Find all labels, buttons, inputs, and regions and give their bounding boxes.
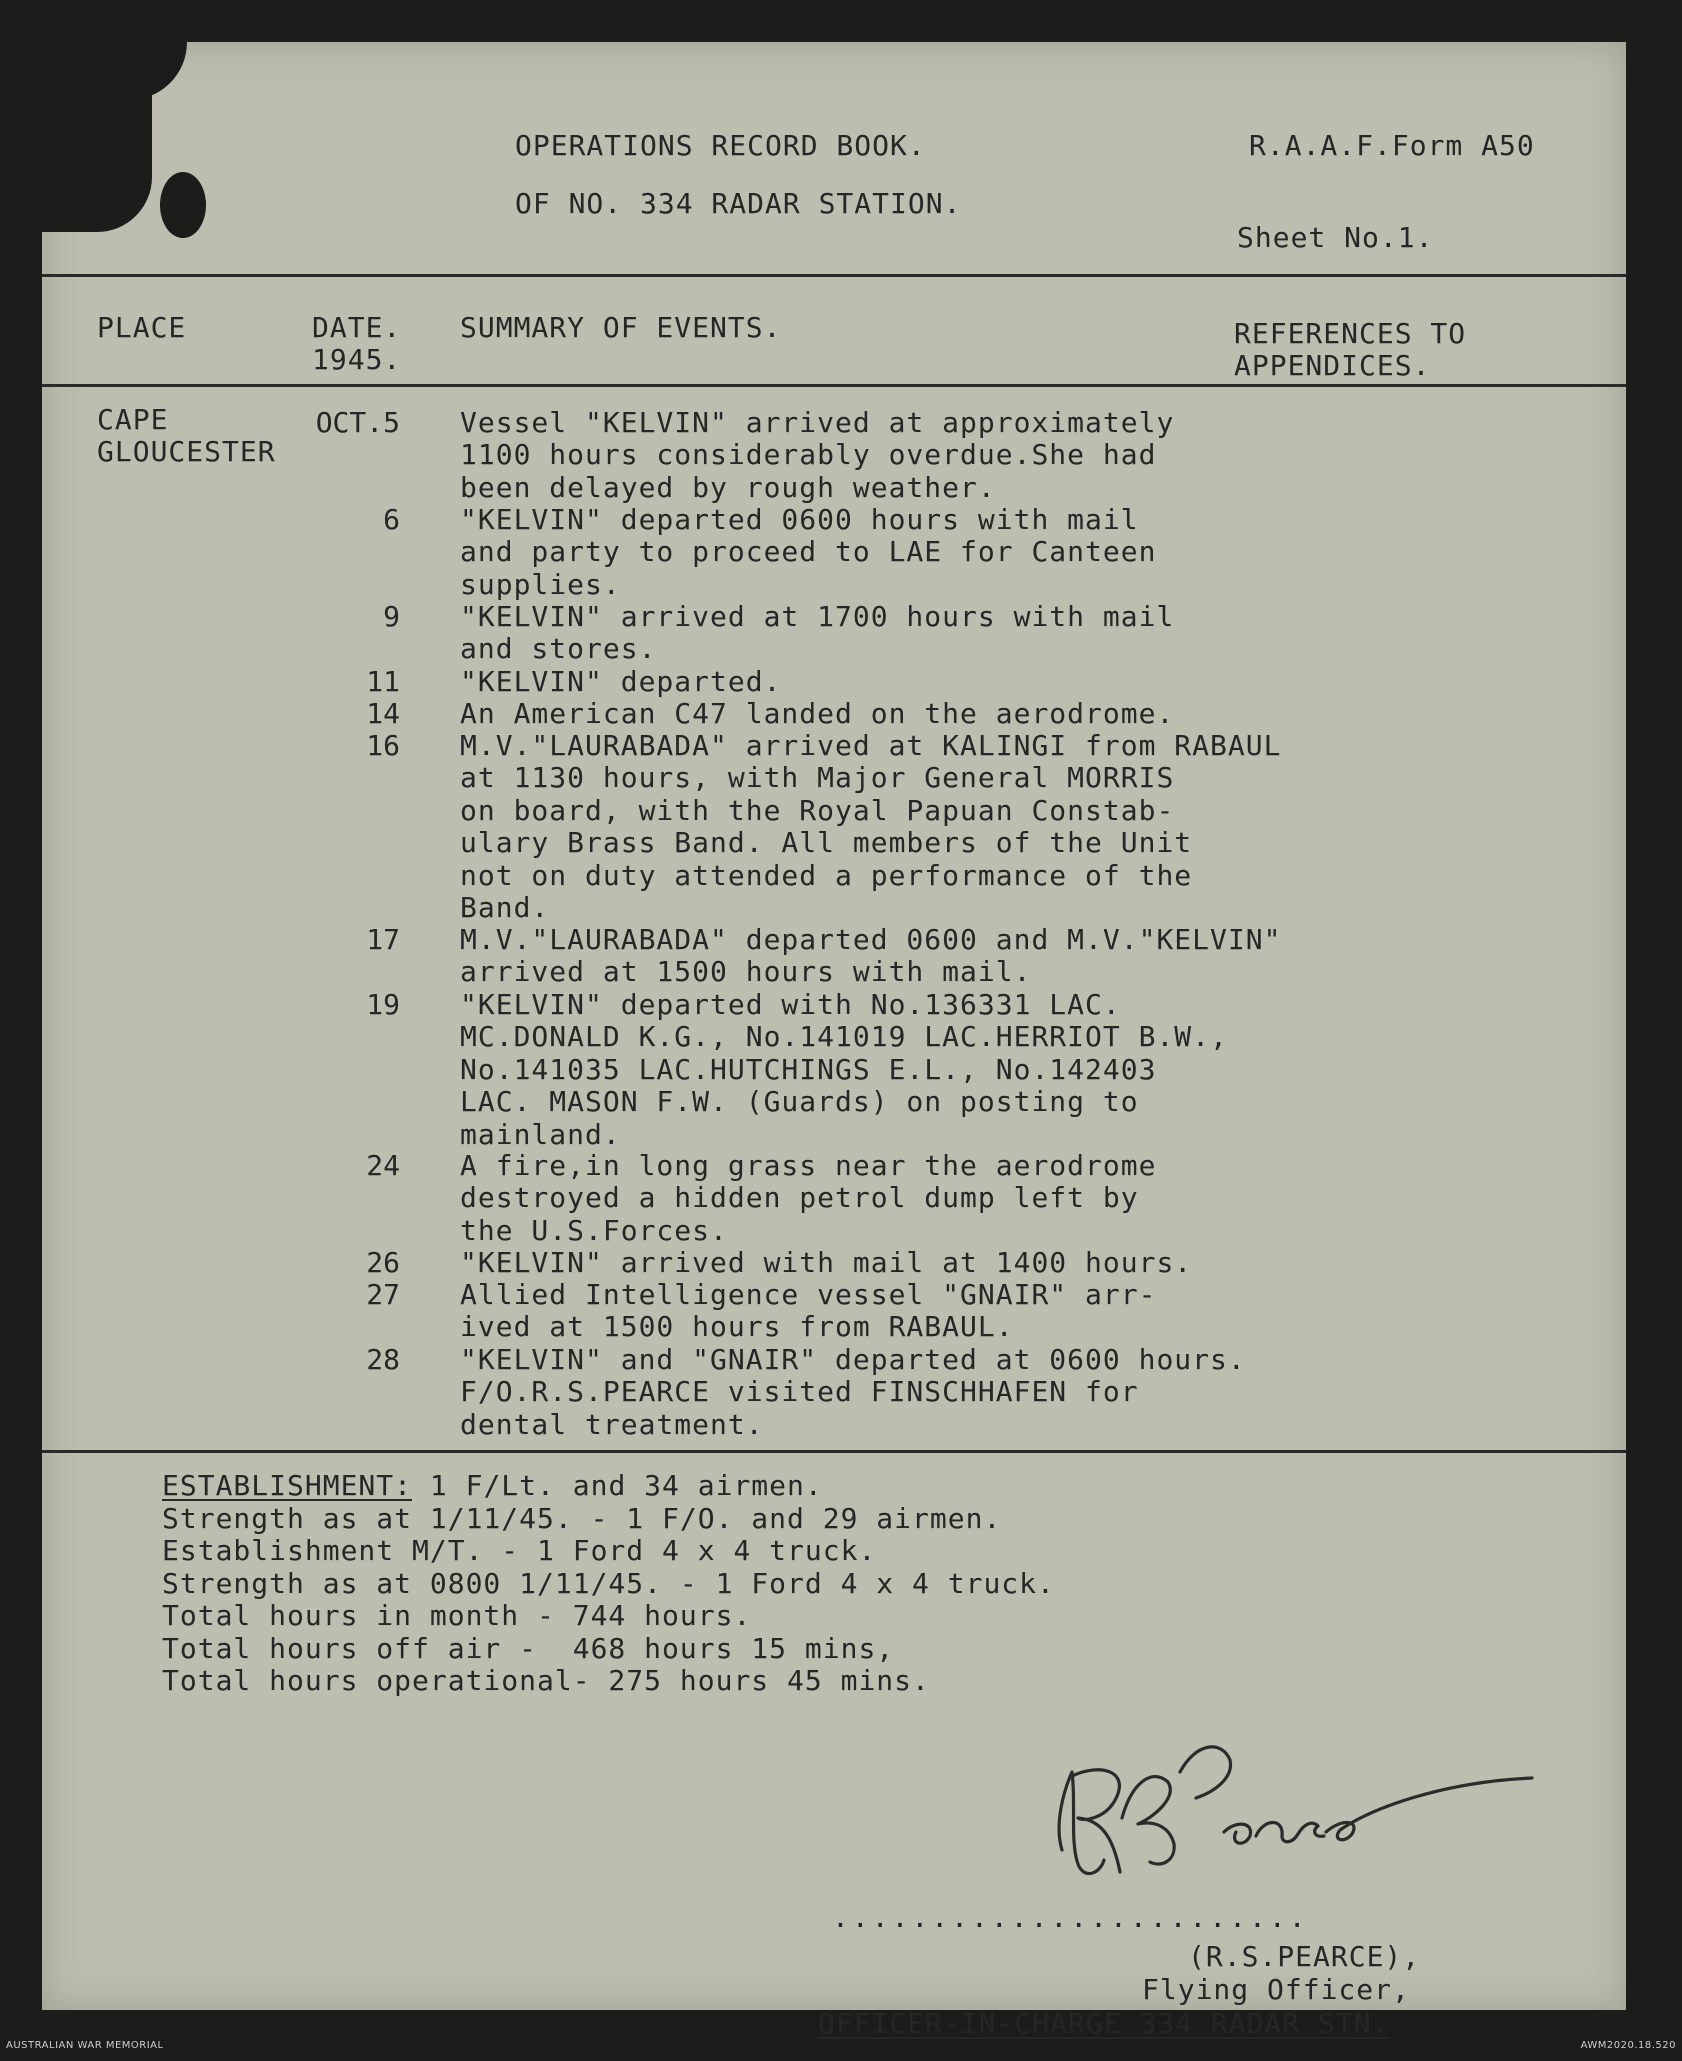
column-year: 1945.: [312, 343, 402, 376]
signatory-rank: Flying Officer,: [1142, 1973, 1410, 2006]
summary-line: Establishment M/T. - 1 Ford 4 x 4 truck.: [162, 1534, 877, 1567]
document-page: [42, 42, 1626, 2040]
footer-reference: AWM2020.18.520: [1580, 2040, 1676, 2051]
entry-date: 16: [366, 729, 400, 762]
footer-institution: AUSTRALIAN WAR MEMORIAL: [6, 2040, 164, 2051]
place-line: CAPE: [97, 403, 169, 436]
sheet-number: Sheet No.1.: [1237, 221, 1434, 254]
entry-text: "KELVIN" and "GNAIR" departed at 0600 hours. F/O.R.S.PEARCE visited FINSCHHAFEN for dental treatment.: [460, 1343, 1246, 1441]
signatory-title: OFFICER-IN-CHARGE 334 RADAR STN.: [818, 2007, 1390, 2040]
page-subtitle: OF NO. 334 RADAR STATION.: [515, 187, 962, 220]
entry-text: M.V."LAURABADA" arrived at KALINGI from RABAUL at 1130 hours, with Major General MORRIS on board, with the Royal Papuan Constab- ulary Brass Band. All members of the Unit not on duty attended a performance of the Band.: [460, 729, 1282, 925]
entry-date: 17: [366, 923, 400, 956]
page-title: OPERATIONS RECORD BOOK.: [515, 129, 926, 162]
summary-rule: [42, 1450, 1626, 1453]
summary-line: Total hours operational- 275 hours 45 mins.: [162, 1664, 930, 1697]
column-references: REFERENCES TO: [1234, 317, 1467, 350]
entry-date: 24: [366, 1149, 400, 1182]
entry-text: "KELVIN" departed.: [460, 665, 782, 698]
entry-date: 28: [366, 1343, 400, 1376]
entry-text: A fire,in long grass near the aerodrome destroyed a hidden petrol dump left by the U.S.Forces.: [460, 1149, 1157, 1247]
summary-line: Total hours in month - 744 hours.: [162, 1599, 752, 1632]
signatory-name: (R.S.PEARCE),: [1188, 1940, 1421, 1973]
header-rule: [42, 274, 1626, 277]
entry-date: 27: [366, 1278, 400, 1311]
entry-text: Allied Intelligence vessel "GNAIR" arr- ived at 1500 hours from RABAUL.: [460, 1278, 1157, 1344]
torn-corner: [42, 42, 187, 100]
establishment-label: ESTABLISHMENT:: [162, 1469, 413, 1502]
entry-date: 6: [383, 503, 400, 536]
summary-line: Total hours off air - 468 hours 15 mins,: [162, 1632, 895, 1665]
entry-date: OCT.5: [315, 406, 400, 439]
form-number: R.A.A.F.Form A50: [1249, 129, 1535, 162]
signature-dotted-line: ........................: [832, 1901, 1309, 1934]
entry-text: "KELVIN" departed with No.136331 LAC. MC.DONALD K.G., No.141019 LAC.HERRIOT B.W., No.141035 LAC.HUTCHINGS E.L., No.142403 LAC. MASON F.W. (Guards) on posting to mainland.: [460, 988, 1228, 1151]
establishment-value: 1 F/Lt. and 34 airmen.: [412, 1469, 823, 1502]
entry-text: "KELVIN" arrived with mail at 1400 hours.: [460, 1246, 1193, 1279]
column-place: PLACE: [97, 311, 187, 344]
entry-date: 26: [366, 1246, 400, 1279]
handwritten-signature: [992, 1732, 1552, 1902]
summary-line: Strength as at 0800 1/11/45. - 1 Ford 4 x 4 truck.: [162, 1567, 1055, 1600]
entry-text: M.V."LAURABADA" departed 0600 and M.V."KELVIN" arrived at 1500 hours with mail.: [460, 923, 1282, 989]
column-appendices: APPENDICES.: [1234, 349, 1431, 382]
place-line: GLOUCESTER: [97, 435, 276, 468]
summary-line: Strength as at 1/11/45. - 1 F/O. and 29 airmen.: [162, 1502, 1002, 1535]
entry-text: "KELVIN" departed 0600 hours with mail and party to proceed to LAE for Canteen supplies.: [460, 503, 1157, 601]
entry-text: "KELVIN" arrived at 1700 hours with mail and stores.: [460, 600, 1175, 666]
entry-date: 11: [366, 665, 400, 698]
column-rule: [42, 384, 1626, 387]
column-date: DATE.: [312, 311, 402, 344]
entry-text: An American C47 landed on the aerodrome.: [460, 697, 1175, 730]
entry-date: 14: [366, 697, 400, 730]
entry-text: Vessel "KELVIN" arrived at approximately 1100 hours considerably overdue.She had been delayed by rough weather.: [460, 406, 1175, 504]
torn-corner: [160, 172, 206, 238]
establishment-line: [162, 1470, 823, 1503]
entry-date: 9: [383, 600, 400, 633]
column-summary: SUMMARY OF EVENTS.: [460, 311, 782, 344]
entry-date: 19: [366, 988, 400, 1021]
